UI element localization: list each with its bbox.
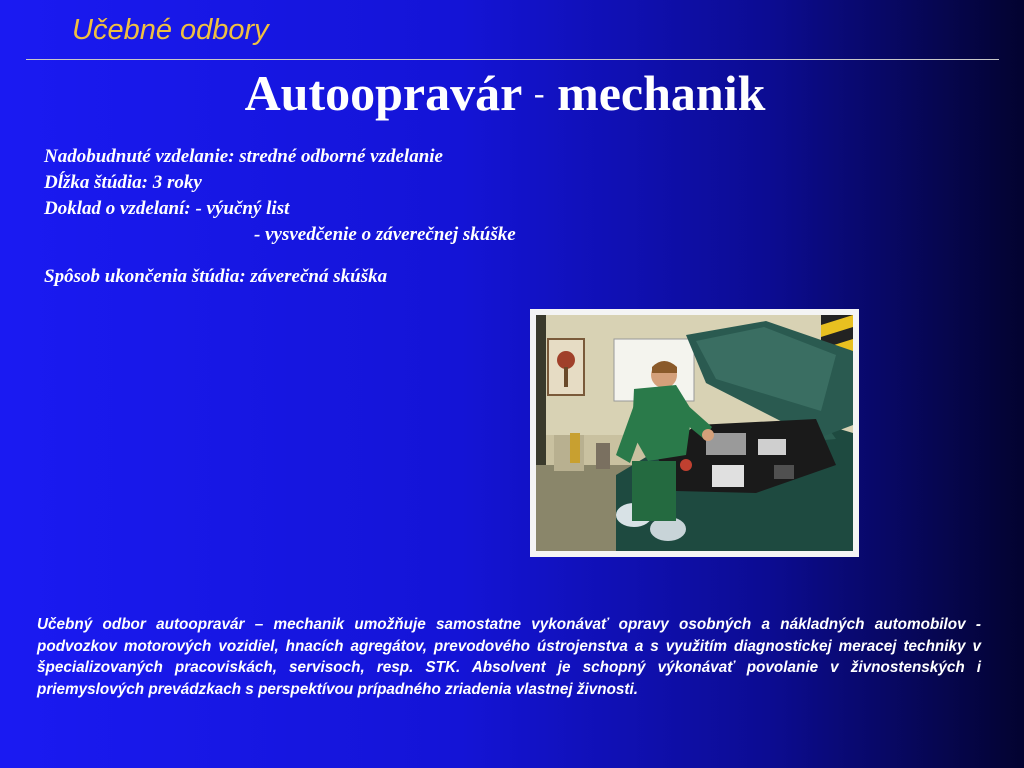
- duration-line: Dĺžka štúdia: 3 roky: [44, 172, 202, 193]
- document-line-2: - vysvedčenie o záverečnej skúške: [254, 224, 516, 245]
- program-description: Učebný odbor autoopravár – mechanik umožňuje samostatne vykonávať opravy osobných a nákladných automobilov - podvozkov motorových vozidiel, hnacích agregátov, prevodového ústrojenstva a s využitím diagnostickej meracej techniky v špecializovaných pracoviskách, servisoch, resp. STK. Absolvent je schopný výkonávať povolanie v živnostenských i priemyslových prevádzkach s perspektívou prípadného zriadenia vlastnej živnosti.: [37, 616, 981, 698]
- ending-line: Spôsob ukončenia štúdia: záverečná skúška: [44, 266, 388, 287]
- mechanic-photo: [536, 315, 853, 551]
- slide-title: [0, 64, 1010, 122]
- header-title: Učebné odbory: [72, 14, 269, 46]
- header-divider: [26, 59, 999, 60]
- title-part-1: Autoopravár: [244, 65, 522, 121]
- photo-frame: [530, 309, 859, 557]
- title-part-2: mechanik: [557, 65, 766, 121]
- education-line: Nadobudnuté vzdelanie: stredné odborné vzdelanie: [44, 146, 443, 167]
- document-line: Doklad o vzdelaní: - výučný list: [44, 198, 290, 219]
- program-info: [44, 144, 516, 290]
- title-dash: -: [533, 75, 545, 111]
